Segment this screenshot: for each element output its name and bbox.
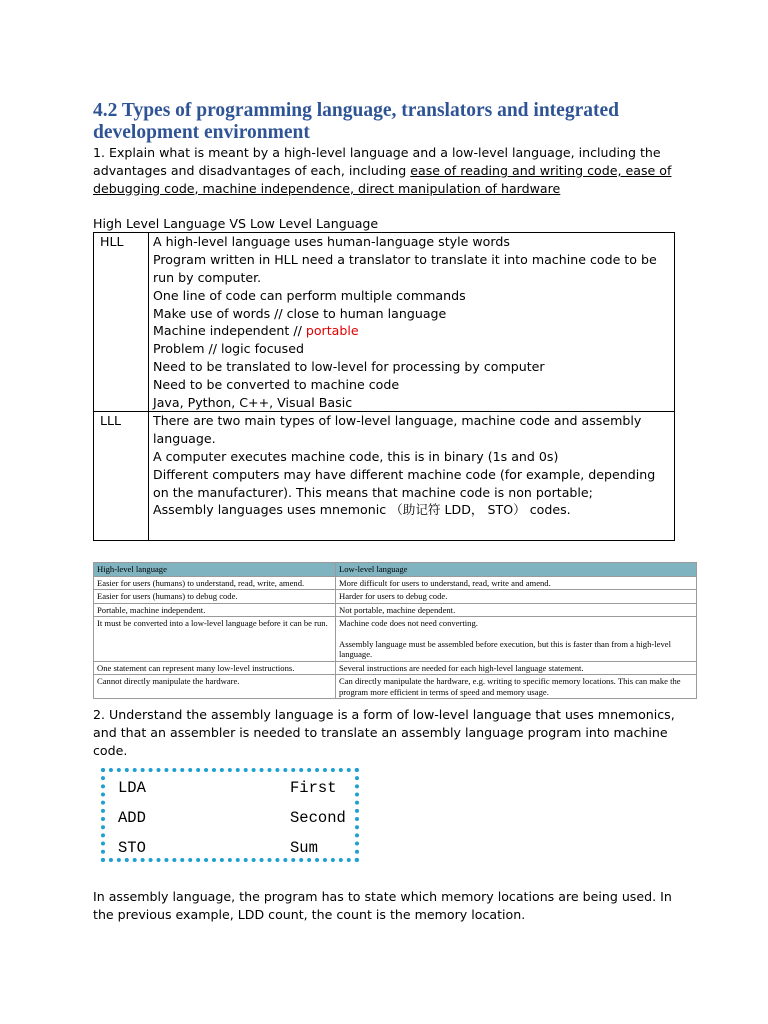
hll-row: [94, 233, 675, 412]
header-low-level: Low-level language: [336, 563, 697, 577]
cell: [336, 617, 697, 662]
hll-content: [149, 233, 675, 412]
mnemonic: LDA: [118, 778, 146, 797]
comparison-header-row: [94, 563, 697, 577]
lll-line: A computer executes machine code, this is in binary (1s and 0s): [153, 448, 559, 464]
cell: Harder for users to debug code.: [336, 590, 697, 604]
lll-row: [94, 412, 675, 541]
lll-label: LLL: [94, 412, 149, 541]
lll-line: Different computers may have different machine code (for example, depending on the manufacturer). This means that machine code is non portable;: [153, 466, 656, 500]
mnemonic: STO: [118, 838, 146, 857]
hll-line: Problem // logic focused: [153, 341, 304, 357]
cell: Easier for users (humans) to debug code.: [94, 590, 336, 604]
closing-paragraph: In assembly language, the program has to state which memory locations are being used. In the previous example, LDD count, the count is the memory location.: [93, 888, 672, 922]
lll-content: [149, 412, 675, 541]
hll-label: HLL: [94, 233, 149, 412]
table-caption: High Level Language VS Low Level Language: [93, 216, 379, 232]
cell-text: Assembly language must be assembled before execution, but this is faster than from a high-level language.: [339, 638, 671, 660]
hll-line-portable: [153, 322, 670, 340]
operand: First: [290, 778, 337, 797]
hll-line: One line of code can perform multiple commands: [153, 287, 466, 303]
operand: Sum: [290, 838, 318, 857]
hll-line: Program written in HLL need a translator to translate it into machine code to be run by computer.: [153, 252, 657, 285]
comparison-table: [93, 562, 697, 699]
lll-line: Assembly languages uses mnemonic （助记符 LDD， STO） codes.: [153, 502, 571, 518]
header-high-level: High-level language: [94, 563, 336, 577]
table-row: [94, 590, 697, 604]
table-row: [94, 661, 697, 675]
table-row: [94, 675, 697, 699]
cell: It must be converted into a low-level language before it can be run.: [94, 617, 336, 662]
hll-line: Need to be translated to low-level for processing by computer: [153, 358, 545, 374]
table-row: [94, 576, 697, 590]
cell: Several instructions are needed for each high-level language statement.: [336, 661, 697, 675]
question-2: 2. Understand the assembly language is a form of low-level language that uses mnemonics, and that an assembler is needed to translate an assembly language program into machine code.: [93, 707, 675, 758]
cell-text: Machine code does not need converting.: [339, 618, 478, 629]
table-row: [94, 617, 697, 662]
operand: Second: [290, 808, 346, 827]
assembly-code-box: [101, 768, 359, 862]
question-1-text: 1. Explain what is meant by a high-level language and a low-level language, including the advantages and disadvantages of each, including: [93, 145, 661, 178]
section-heading: 4.2 Types of programming language, translators and integrated development environment: [93, 100, 619, 143]
cell: Portable, machine independent.: [94, 603, 336, 617]
machine-independent-text: Machine independent //: [153, 323, 306, 339]
lll-line: There are two main types of low-level language, machine code and assembly language.: [153, 413, 642, 447]
question-1-underlined: ease of reading and writing code, ease of debugging code, machine independence, direct manipulation of hardware: [93, 162, 672, 196]
cell: One statement can represent many low-level instructions.: [94, 661, 336, 675]
mnemonic: ADD: [118, 808, 146, 827]
hll-line: A high-level language uses human-language style words: [153, 234, 510, 250]
cell: Cannot directly manipulate the hardware.: [94, 675, 336, 699]
code-line: [118, 839, 355, 869]
document-page: [93, 100, 681, 923]
question-1: [93, 144, 678, 197]
code-line: [118, 779, 355, 809]
hll-line: Make use of words // close to human language: [153, 305, 447, 321]
hll-lll-table: [93, 232, 675, 541]
cell: Not portable, machine dependent.: [336, 603, 697, 617]
cell: Can directly manipulate the hardware, e.g. writing to specific memory locations. This can make the program more efficient in terms of speed and memory usage.: [336, 675, 697, 699]
code-line: [118, 809, 355, 839]
portable-highlight: portable: [305, 323, 359, 339]
cell: More difficult for users to understand, read, write and amend.: [336, 576, 697, 590]
hll-line: Java, Python, C++, Visual Basic: [153, 394, 353, 410]
cell: Easier for users (humans) to understand, read, write, amend.: [94, 576, 336, 590]
hll-line: Need to be converted to machine code: [153, 376, 400, 392]
table-row: [94, 603, 697, 617]
